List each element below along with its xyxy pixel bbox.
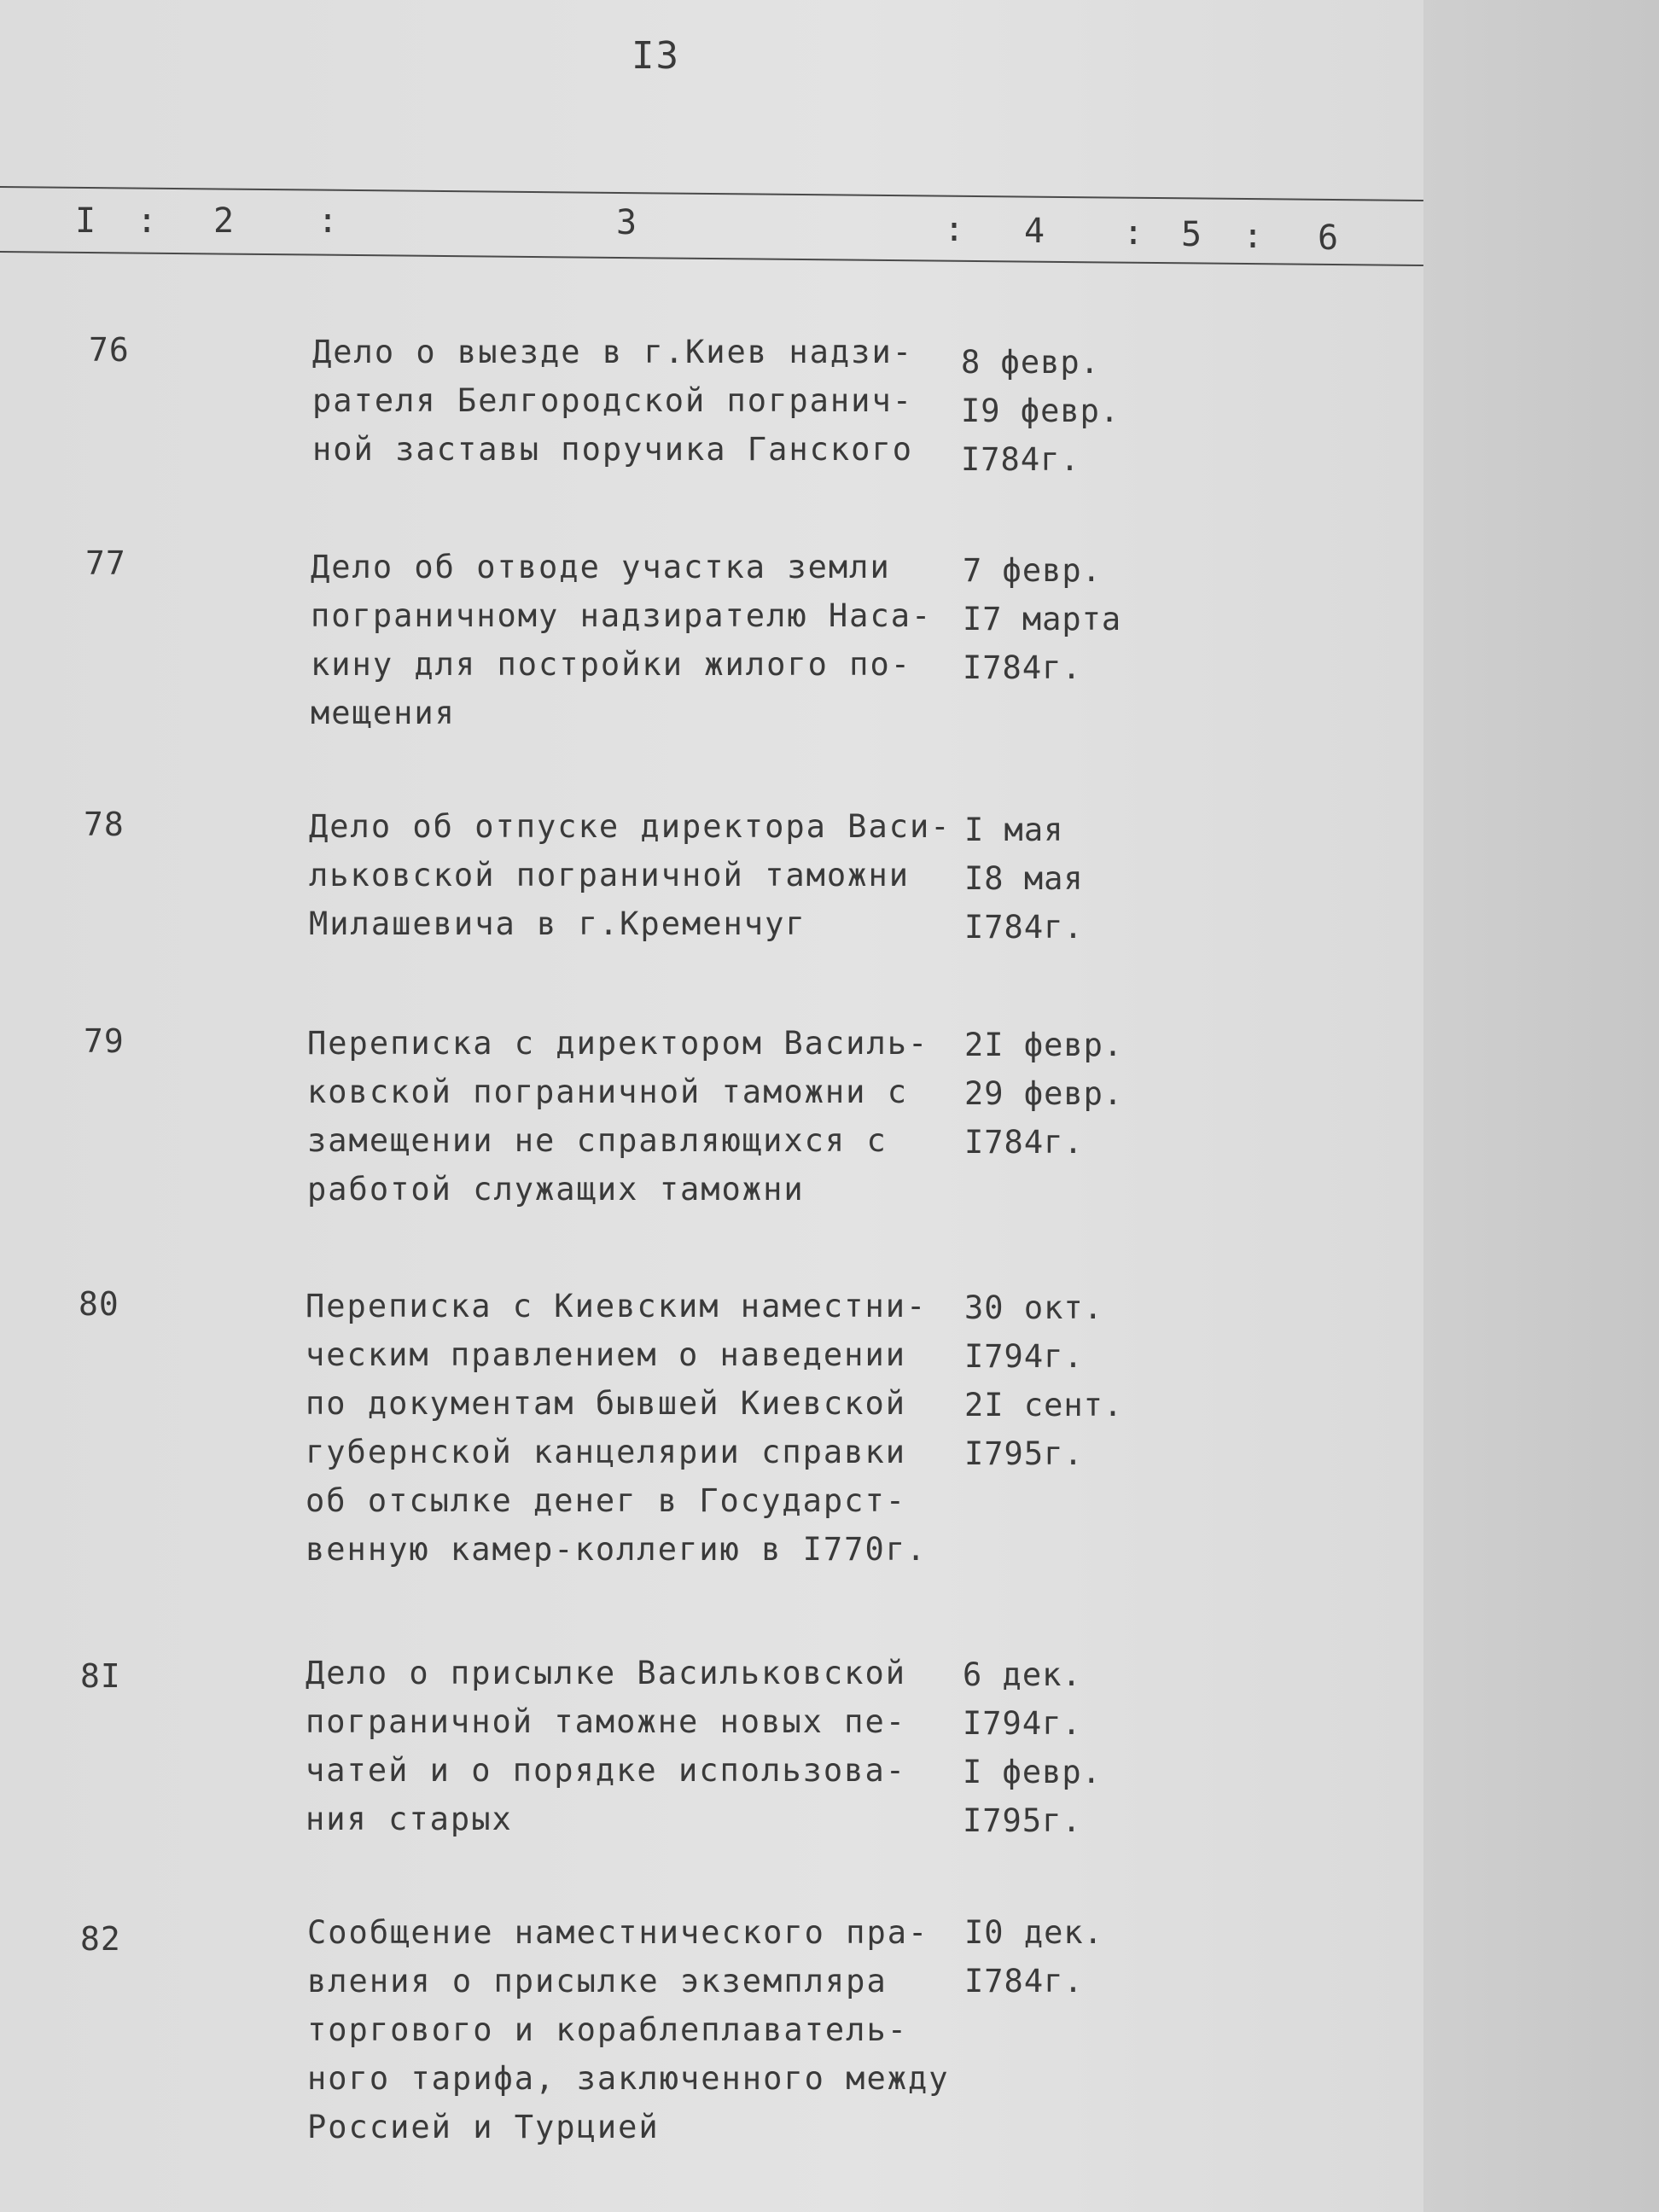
date-line: 6 дек. [963, 1656, 1082, 1693]
date-line: I9 февр. [961, 393, 1121, 429]
header-top-rule [0, 186, 1423, 201]
description-line: ного тарифа, заключенного между [307, 2060, 950, 2097]
description-line: Россией и Турцией [307, 2109, 660, 2145]
date-line: 30 окт. [964, 1289, 1103, 1326]
description-line: по документам бывшей Киевской [306, 1385, 907, 1422]
date-line: I784г. [964, 1124, 1084, 1161]
description-line: льковской пограничной таможни [309, 857, 911, 894]
date-line: I784г. [961, 441, 1080, 478]
entry-dates [963, 1650, 1185, 1845]
description-line: кину для постройки жилого по- [311, 646, 912, 683]
entry-description [311, 543, 976, 737]
description-line: работой служащих таможни [307, 1171, 805, 1208]
entry-number: 80 [79, 1285, 119, 1323]
column-header-3: 3 [616, 203, 637, 242]
page-edge-shadow [1423, 0, 1659, 2212]
entry-description [307, 1019, 973, 1214]
entry-dates [961, 338, 1183, 484]
date-line: I0 дек. [964, 1914, 1103, 1951]
date-line: I8 мая [964, 860, 1084, 897]
description-line: мещения [311, 695, 456, 731]
entry-number: 78 [84, 806, 125, 843]
entry-number: 8I [80, 1657, 121, 1695]
entry-description [312, 328, 978, 474]
column-separator: : [944, 210, 965, 249]
date-line: I794г. [963, 1705, 1082, 1742]
column-separator: : [1243, 217, 1264, 256]
column-separator: : [1123, 213, 1144, 253]
header-bottom-rule [0, 251, 1423, 266]
description-line: Дело о присылке Васильковской [306, 1655, 907, 1691]
description-line: вления о присылке экземпляра [307, 1963, 888, 2000]
column-separator: : [137, 201, 158, 241]
description-line: ной заставы поручика Ганского [312, 431, 914, 468]
entry-dates [964, 1284, 1186, 1478]
date-line: I7 марта [963, 601, 1122, 637]
entry-dates [964, 1021, 1186, 1167]
date-line: 2I февр. [964, 1027, 1124, 1063]
entry-description [306, 1649, 971, 1843]
entry-dates [963, 546, 1185, 692]
date-line: I784г. [963, 649, 1082, 686]
description-line: пограничной таможне новых пе- [306, 1703, 907, 1740]
entry-description [307, 1908, 973, 2151]
column-separator: : [317, 201, 339, 241]
description-line: ковской пограничной таможни с [307, 1074, 909, 1110]
date-line: 29 февр. [964, 1075, 1124, 1112]
description-line: пограничному надзирателю Наса- [311, 597, 933, 634]
date-line: I мая [964, 812, 1064, 848]
entry-dates [964, 1908, 1186, 2005]
description-line: Переписка с Киевским наместни- [306, 1288, 928, 1324]
entry-number: 76 [89, 331, 130, 369]
description-line: торгового и кораблеплаватель- [307, 2011, 909, 2048]
date-line: I795г. [964, 1435, 1084, 1472]
date-line: I февр. [963, 1754, 1102, 1790]
entry-description [306, 1282, 971, 1574]
date-line: I795г. [963, 1802, 1082, 1839]
description-line: Милашевича в г.Кременчуг [309, 905, 806, 942]
description-line: рателя Белгородской погранич- [312, 382, 914, 419]
description-line: венную камер-коллегию в I770г. [306, 1531, 928, 1568]
description-line: ческим правлением о наведении [306, 1336, 907, 1373]
description-line: Дело об отпуске директора Васи- [309, 808, 952, 845]
entry-number: 82 [80, 1920, 121, 1958]
date-line: I794г. [964, 1338, 1084, 1375]
entry-description [309, 802, 975, 948]
entry-number: 79 [84, 1022, 125, 1060]
description-line: Дело о выезде в г.Киев надзи- [312, 334, 914, 370]
description-line: Переписка с директором Василь- [307, 1025, 929, 1062]
column-header-1: I [75, 201, 96, 241]
description-line: ния старых [306, 1801, 513, 1837]
column-header-4: 4 [1024, 212, 1045, 251]
entry-number: 77 [85, 544, 126, 582]
date-line: 8 февр. [961, 344, 1100, 381]
column-header-6: 6 [1318, 218, 1339, 258]
description-line: Дело об отводе участка земли [311, 549, 891, 585]
column-header-5: 5 [1181, 215, 1202, 254]
description-line: Сообщение наместнического пра- [307, 1914, 929, 1951]
entry-dates [964, 806, 1186, 952]
date-line: I784г. [964, 909, 1084, 946]
date-line: I784г. [964, 1963, 1084, 2000]
date-line: 2I сент. [964, 1387, 1124, 1423]
column-header-2: 2 [213, 201, 235, 241]
page-number: I3 [632, 34, 680, 78]
description-line: замещении не справляющихся с [307, 1122, 888, 1159]
description-line: чатей и о порядке использова- [306, 1752, 907, 1789]
date-line: 7 февр. [963, 552, 1102, 589]
description-line: об отсылке денег в Государст- [306, 1482, 907, 1519]
description-line: губернской канцелярии справки [306, 1434, 907, 1470]
